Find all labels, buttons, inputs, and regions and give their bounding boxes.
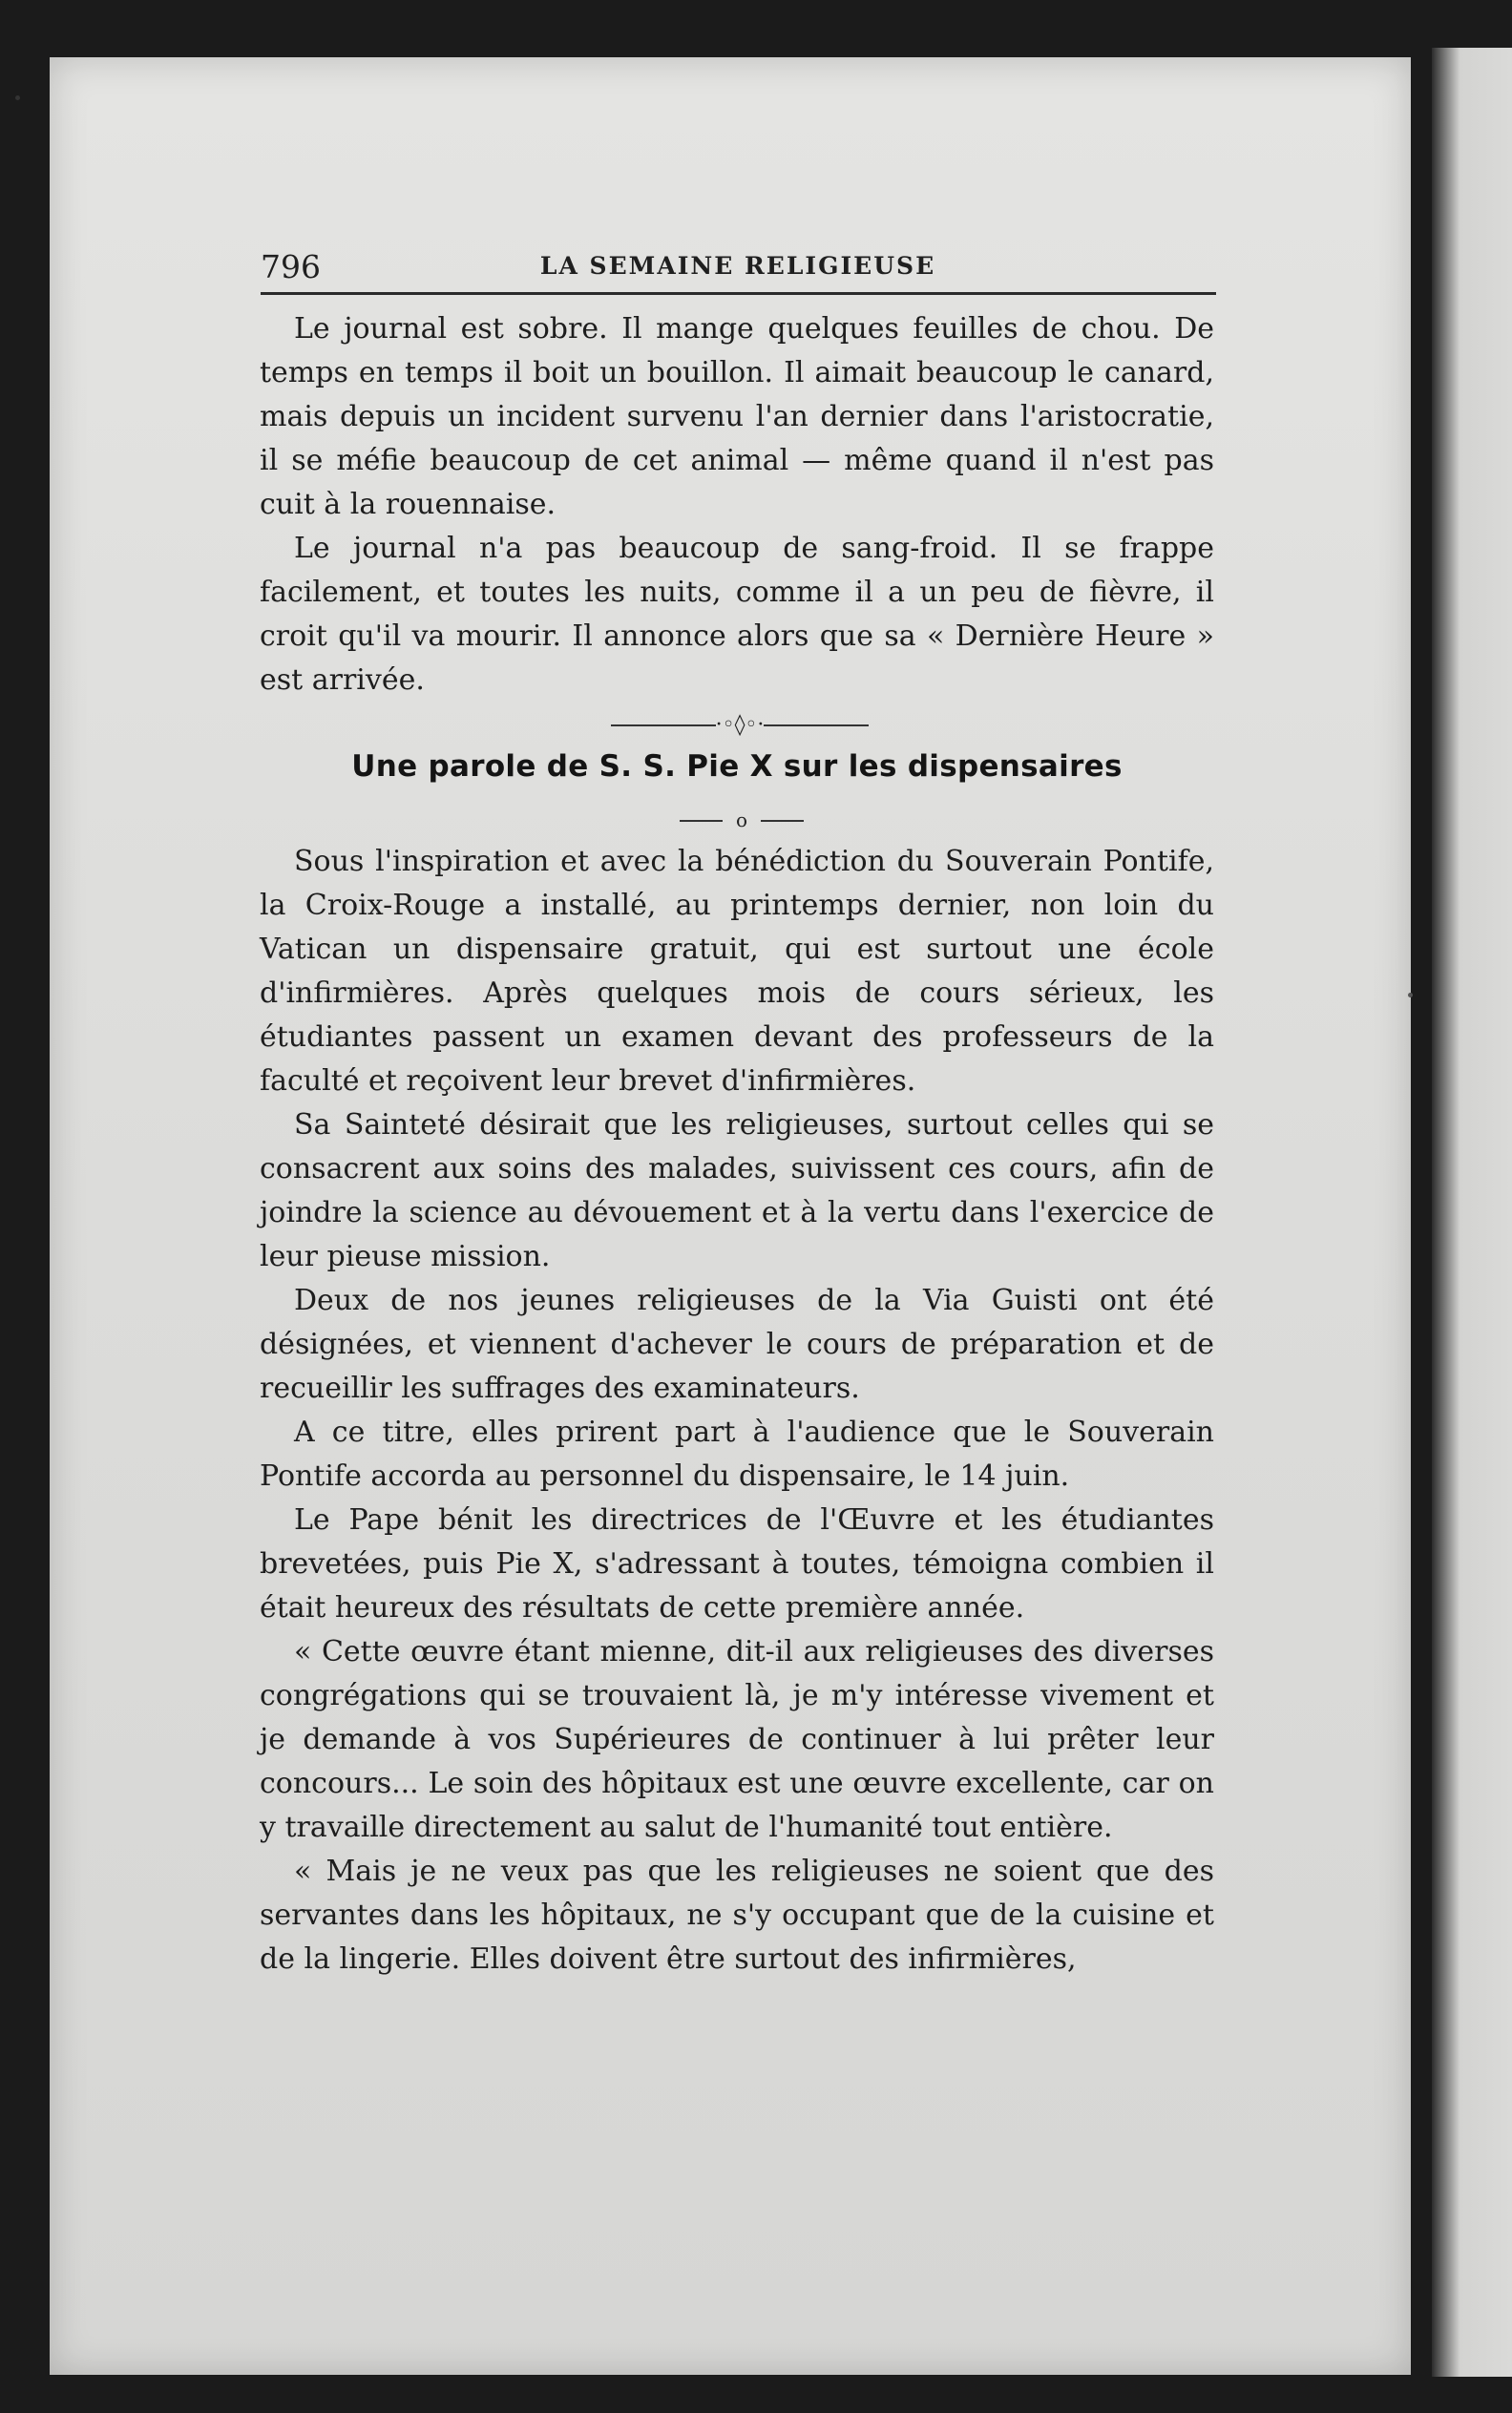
- ornament-glyph: ·◦◊◦·: [715, 713, 765, 737]
- paragraph: Sa Sainteté désirait que les religieuses, surtout celles qui se consacrent aux soins des malades, suivissent ces cours, afin de joindre la science au dévouement et à la vertu dans l'exercice de leur pieuse mission.: [260, 1108, 1214, 1273]
- page-number: 796: [261, 248, 321, 285]
- journal-title: LA SEMAINE RELIGIEUSE: [539, 252, 936, 280]
- article-title: Une parole de S. S. Pie X sur les dispensaires: [351, 749, 1123, 784]
- paragraph: « Mais je ne veux pas que les religieuses ne soient que des servantes dans les hôpitaux, ne s'y occupant que de la cuisine et de la lingerie. Elles doivent être surtout des infirmières,: [260, 1855, 1214, 1976]
- scan-speck: [1408, 993, 1413, 997]
- paragraph: Le journal est sobre. Il mange quelques feuilles de chou. De temps en temps il boit un bouillon. Il aimait beaucoup le canard, mais depuis un incident survenu l'an dernier dans l'aristocratie, il se méfie beaucoup de cet animal — même quand il n'est pas cuit à la rouennaise.: [260, 312, 1214, 521]
- paragraph: Le journal n'a pas beaucoup de sang-froid. Il se frappe facilement, et toutes les nuits, comme il a un peu de fièvre, il croit qu'il va mourir. Il annonce alors que sa « Dernière Heure » est arrivée.: [260, 532, 1214, 697]
- article-body: [260, 840, 1214, 1982]
- running-header: [261, 241, 1215, 288]
- intro-text: [260, 307, 1214, 703]
- title-separator: [680, 807, 804, 835]
- paragraph: A ce titre, elles prirent part à l'audience que le Souverain Pontife accorda au personnel du dispensaire, le 14 juin.: [260, 1416, 1214, 1493]
- paragraph: Sous l'inspiration et avec la bénédiction du Souverain Pontife, la Croix-Rouge a installé, au printemps dernier, non loin du Vatican un dispensaire gratuit, qui est surtout une école d'infirmières. Après quelques mois de cours sérieux, les étudiantes passent un examen devant des professeurs de la faculté et reçoivent leur brevet d'infirmières.: [260, 845, 1214, 1098]
- separator-rule-right: [761, 820, 804, 822]
- section-ornament: [611, 711, 869, 740]
- ornament-rule-right: [764, 724, 869, 726]
- separator-glyph: o: [735, 808, 748, 831]
- paragraph: Le Pape bénit les directrices de l'Œuvre et les étudiantes brevetées, puis Pie X, s'adressant à toutes, témoigna combien il était heureux des résultats de cette première année.: [260, 1503, 1214, 1625]
- paragraph: « Cette œuvre étant mienne, dit-il aux religieuses des diverses congrégations qui se trouvaient là, je m'y intéresse vivement et je demande à vos Supérieures de continuer à lui prêter leur concours... Le soin des hôpitaux est une œuvre excellente, car on y travaille directement au salut de l'humanité tout entière.: [260, 1635, 1214, 1844]
- paragraph: Deux de nos jeunes religieuses de la Via Guisti ont été désignées, et viennent d'achever le cours de préparation et de recueillir les suffrages des examinateurs.: [260, 1284, 1214, 1405]
- adjacent-page-edge: [1432, 48, 1512, 2377]
- scan-speck: [15, 95, 20, 100]
- header-rule: [261, 292, 1216, 295]
